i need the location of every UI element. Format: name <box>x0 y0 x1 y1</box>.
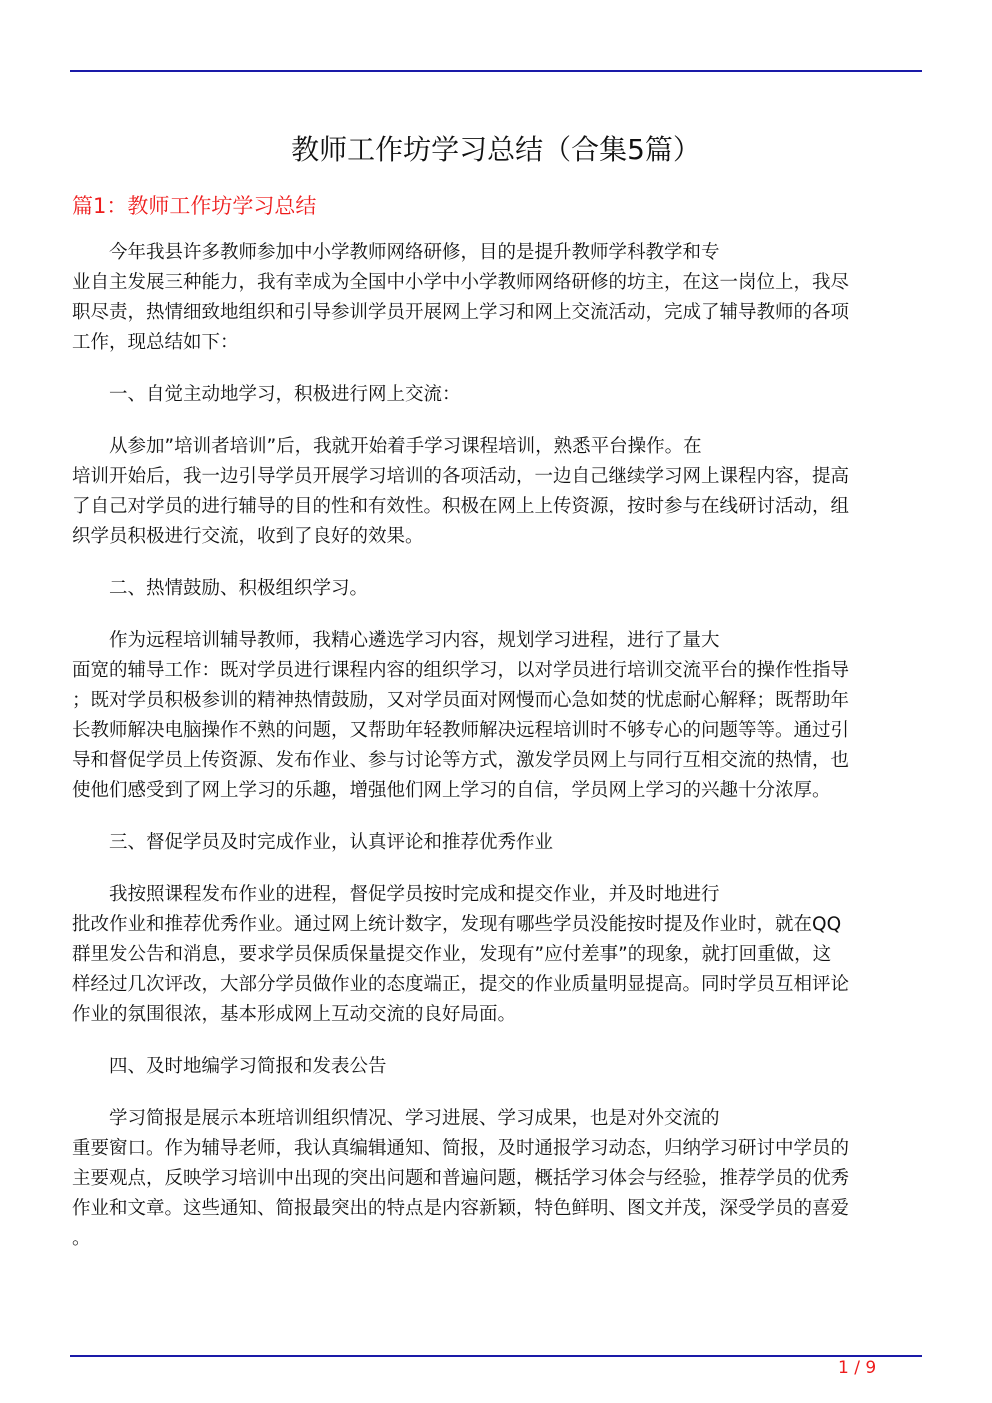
text-line: 面宽的辅导工作：既对学员进行课程内容的组织学习，以对学员进行培训交流平台的操作性指导 <box>72 660 850 681</box>
paragraph <box>72 380 912 410</box>
document-title: 教师工作坊学习总结（合集5篇） <box>291 133 701 166</box>
text-line: 四、及时地编学习简报和发表公告 <box>109 1056 387 1077</box>
text-line: 一、自觉主动地学习，积极进行网上交流： <box>109 384 461 405</box>
text-line: 样经过几次评改，大部分学员做作业的态度端正，提交的作业质量明显提高。同时学员互相评论 <box>72 974 850 995</box>
text-line: 了自己对学员的进行辅导的目的性和有效性。积极在网上上传资源，按时参与在线研讨活动，组 <box>72 496 850 517</box>
text-line: 群里发公告和消息，要求学员保质保量提交作业，发现有”应付差事”的现象，就打回重做，这 <box>72 944 832 965</box>
section-heading: 篇1：教师工作坊学习总结 <box>72 194 317 218</box>
paragraph <box>72 1052 912 1082</box>
text-line: 主要观点，反映学习培训中出现的突出问题和普遍问题，概括学习体会与经验，推荐学员的优秀 <box>72 1168 850 1189</box>
text-line: 工作，现总结如下： <box>72 332 239 353</box>
paragraph <box>72 574 912 604</box>
footer-rule <box>70 1355 922 1357</box>
text-line: 。 <box>72 1228 91 1249</box>
text-line: 今年我县许多教师参加中小学教师网络研修，目的是提升教师学科教学和专 <box>109 242 720 263</box>
text-line: 从参加”培训者培训”后，我就开始着手学习课程培训，熟悉平台操作。在 <box>109 436 702 457</box>
text-line: 使他们感受到了网上学习的乐趣，增强他们网上学习的自信，学员网上学习的兴趣十分浓厚。 <box>72 780 831 801</box>
text-line: 培训开始后，我一边引导学员开展学习培训的各项活动，一边自己继续学习网上课程内容，提高 <box>72 466 850 487</box>
text-line: 织学员积极进行交流，收到了良好的效果。 <box>72 526 424 547</box>
paragraph <box>72 1104 912 1254</box>
paragraph <box>72 626 912 806</box>
text-line: 业自主发展三种能力，我有幸成为全国中小学中小学教师网络研修的坊主，在这一岗位上，我尽 <box>72 272 850 293</box>
text-line: 职尽责，热情细致地组织和引导参训学员开展网上学习和网上交流活动，完成了辅导教师的各项 <box>72 302 850 323</box>
text-line: 长教师解决电脑操作不熟的问题，又帮助年轻教师解决远程培训时不够专心的问题等等。通过引 <box>72 720 850 741</box>
header-rule <box>70 70 922 72</box>
text-line: 作业的氛围很浓，基本形成网上互动交流的良好局面。 <box>72 1004 517 1025</box>
text-line: 我按照课程发布作业的进程，督促学员按时完成和提交作业，并及时地进行 <box>109 884 720 905</box>
document-body <box>72 238 912 1276</box>
text-line: 三、督促学员及时完成作业，认真评论和推荐优秀作业 <box>109 832 554 853</box>
paragraph <box>72 238 912 358</box>
page-number: 1 / 9 <box>838 1358 877 1378</box>
text-line: 作业和文章。这些通知、简报最突出的特点是内容新颖，特色鲜明、图文并茂，深受学员的喜爱 <box>72 1198 850 1219</box>
text-line: 导和督促学员上传资源、发布作业、参与讨论等方式，激发学员网上与同行互相交流的热情，也 <box>72 750 850 771</box>
text-line: 批改作业和推荐优秀作业。通过网上统计数字，发现有哪些学员没能按时提及作业时，就在QQ <box>72 914 842 935</box>
text-line: 二、热情鼓励、积极组织学习。 <box>109 578 369 599</box>
text-line: ；既对学员积极参训的精神热情鼓励，又对学员面对网慢而心急如焚的忧虑耐心解释；既帮助年 <box>72 690 850 711</box>
paragraph <box>72 880 912 1030</box>
paragraph <box>72 828 912 858</box>
text-line: 重要窗口。作为辅导老师，我认真编辑通知、简报，及时通报学习动态，归纳学习研讨中学员的 <box>72 1138 850 1159</box>
text-line: 学习简报是展示本班培训组织情况、学习进展、学习成果，也是对外交流的 <box>109 1108 720 1129</box>
text-line: 作为远程培训辅导教师，我精心遴选学习内容，规划学习进程，进行了量大 <box>109 630 720 651</box>
paragraph <box>72 432 912 552</box>
